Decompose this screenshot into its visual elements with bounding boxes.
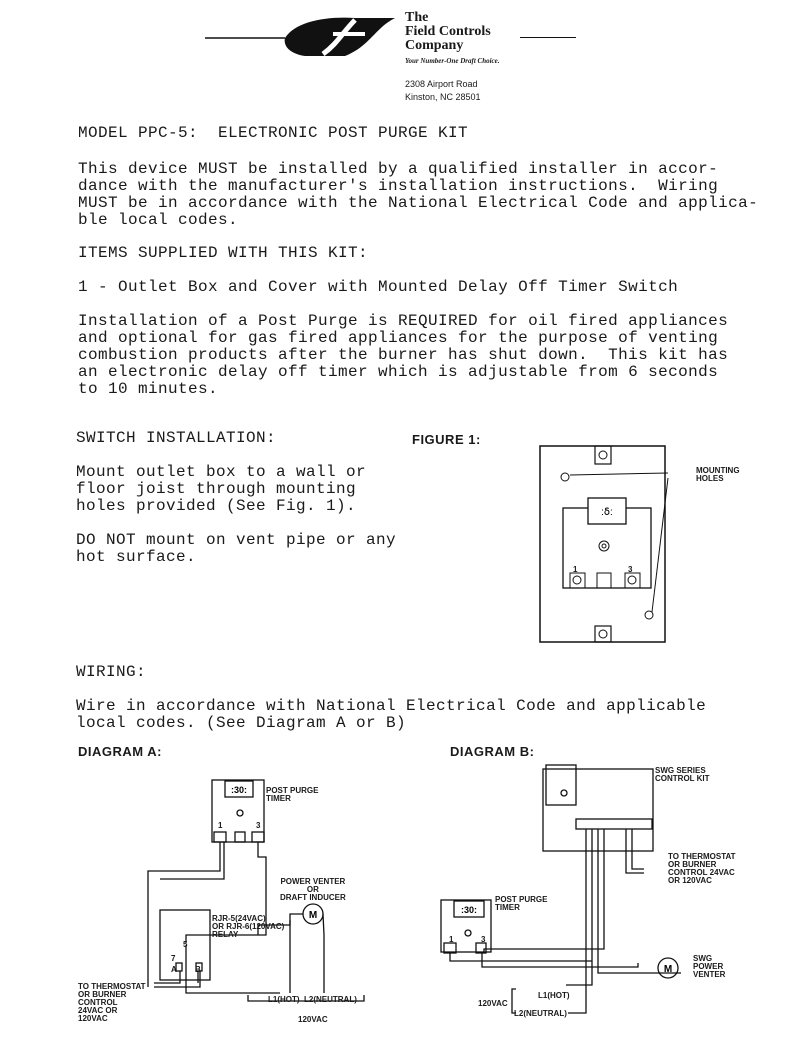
intro-line: dance with the manufacturer's installation instructions. Wiring xyxy=(78,177,719,195)
switch-heading: SWITCH INSTALLATION: xyxy=(76,429,277,447)
diagram-a-timer-terminal-1: 1 xyxy=(218,821,223,830)
figure-1-terminal-3: 3 xyxy=(628,565,633,574)
address-line2: Kinston, NC 28501 xyxy=(405,92,481,102)
address-line1: 2308 Airport Road xyxy=(405,79,478,89)
figure-1-label: FIGURE 1: xyxy=(412,432,481,447)
diagram-a-power-venter-label: POWER VENTER OR DRAFT INDUCER xyxy=(280,877,346,902)
field-controls-logo xyxy=(205,10,415,60)
diagram-a-voltage-label: 120VAC xyxy=(298,1015,328,1024)
description-line: combustion products after the burner has shut down. This kit has xyxy=(78,346,729,364)
company-tagline: Your Number-One Draft Choice. xyxy=(405,57,500,65)
svg-text:M: M xyxy=(308,910,318,921)
diagram-b-l1-label: L1(HOT) xyxy=(538,991,570,1000)
diagram-b-wiring xyxy=(436,763,676,1025)
diagram-a-timer-terminal-3: 3 xyxy=(256,821,261,830)
diagram-a-relay-pin-b: B xyxy=(195,965,201,974)
diagram-a-relay-label: RJR-5(24VAC) OR RJR-6(120VAC) RELAY xyxy=(212,914,285,939)
diagram-a-line-label: L1(HOT) L2(NEUTRAL) xyxy=(268,995,357,1004)
warning-paragraph xyxy=(76,532,396,566)
items-heading: ITEMS SUPPLIED WITH THIS KIT: xyxy=(78,244,369,262)
document-title: MODEL PPC-5: ELECTRONIC POST PURGE KIT xyxy=(78,124,469,142)
company-name-line1: The xyxy=(405,10,429,25)
warning-line: DO NOT mount on vent pipe or any xyxy=(76,531,397,549)
svg-text:M: M xyxy=(663,964,673,975)
diagram-a-label: DIAGRAM A: xyxy=(78,744,162,759)
diagram-b-label: DIAGRAM B: xyxy=(450,744,535,759)
diagram-a-wiring xyxy=(140,775,390,1015)
diagram-a-thermostat-label: TO THERMOSTAT OR BURNER CONTROL 24VAC OR 120VAC xyxy=(78,982,146,1023)
description-line: to 10 minutes. xyxy=(78,380,219,398)
description-line: and optional for gas fired appliances for the purpose of venting xyxy=(78,329,719,347)
switch-line: floor joist through mounting xyxy=(76,480,357,498)
diagram-b-timer-terminal-3: 3 xyxy=(481,935,486,944)
wiring-paragraph xyxy=(76,698,706,732)
intro-paragraph xyxy=(78,161,758,229)
switch-line: Mount outlet box to a wall or xyxy=(76,463,367,481)
diagram-b-kit-label: SWG SERIES CONTROL KIT xyxy=(655,766,710,783)
warning-line: hot surface. xyxy=(76,548,197,566)
svg-text::30:: :30: xyxy=(460,905,478,915)
diagram-a-timer-label: POST PURGE TIMER xyxy=(266,786,319,803)
intro-line: This device MUST be installed by a qualified installer in accor- xyxy=(78,160,719,178)
company-name-line2: Field Controls xyxy=(405,24,491,39)
switch-line: holes provided (See Fig. 1). xyxy=(76,497,357,515)
diagram-b-timer-label: POST PURGE TIMER xyxy=(495,895,548,912)
outlet-box-drawing xyxy=(530,440,680,650)
diagram-b-timer-terminal-1: 1 xyxy=(449,935,454,944)
diagram-a-relay-pin-5: 5 xyxy=(183,940,188,949)
description-paragraph xyxy=(78,313,728,398)
description-line: an electronic delay off timer which is adjustable from 6 seconds xyxy=(78,363,719,381)
wiring-line: Wire in accordance with National Electrical Code and applicable xyxy=(76,697,707,715)
company-rule xyxy=(520,37,576,38)
company-name-line3: Company xyxy=(405,38,464,53)
svg-text::ẟ:: :ẟ: xyxy=(601,507,613,518)
intro-line: ble local codes. xyxy=(78,211,239,229)
diagram-b-venter-label: SWG POWER VENTER xyxy=(693,954,726,979)
figure-1-terminal-1: 1 xyxy=(573,565,578,574)
switch-paragraph xyxy=(76,464,366,515)
diagram-a-relay-pin-a: A xyxy=(171,965,177,974)
intro-line: MUST be in accordance with the National Electrical Code and applica- xyxy=(78,194,759,212)
diagram-a-relay-pin-7: 7 xyxy=(171,954,176,963)
mounting-holes-callout: MOUNTING HOLES xyxy=(696,466,740,483)
wiring-line: local codes. (See Diagram A or B) xyxy=(76,714,407,732)
description-line: Installation of a Post Purge is REQUIRED for oil fired appliances xyxy=(78,312,729,330)
diagram-b-voltage-label: 120VAC xyxy=(478,999,508,1008)
item-1: 1 - Outlet Box and Cover with Mounted Delay Off Timer Switch xyxy=(78,278,679,296)
svg-text::30:: :30: xyxy=(230,785,248,795)
diagram-b-l2-label: L2(NEUTRAL) xyxy=(514,1009,567,1018)
diagram-b-thermostat-label: TO THERMOSTAT OR BURNER CONTROL 24VAC OR 120VAC xyxy=(668,852,736,885)
wiring-heading: WIRING: xyxy=(76,663,147,681)
